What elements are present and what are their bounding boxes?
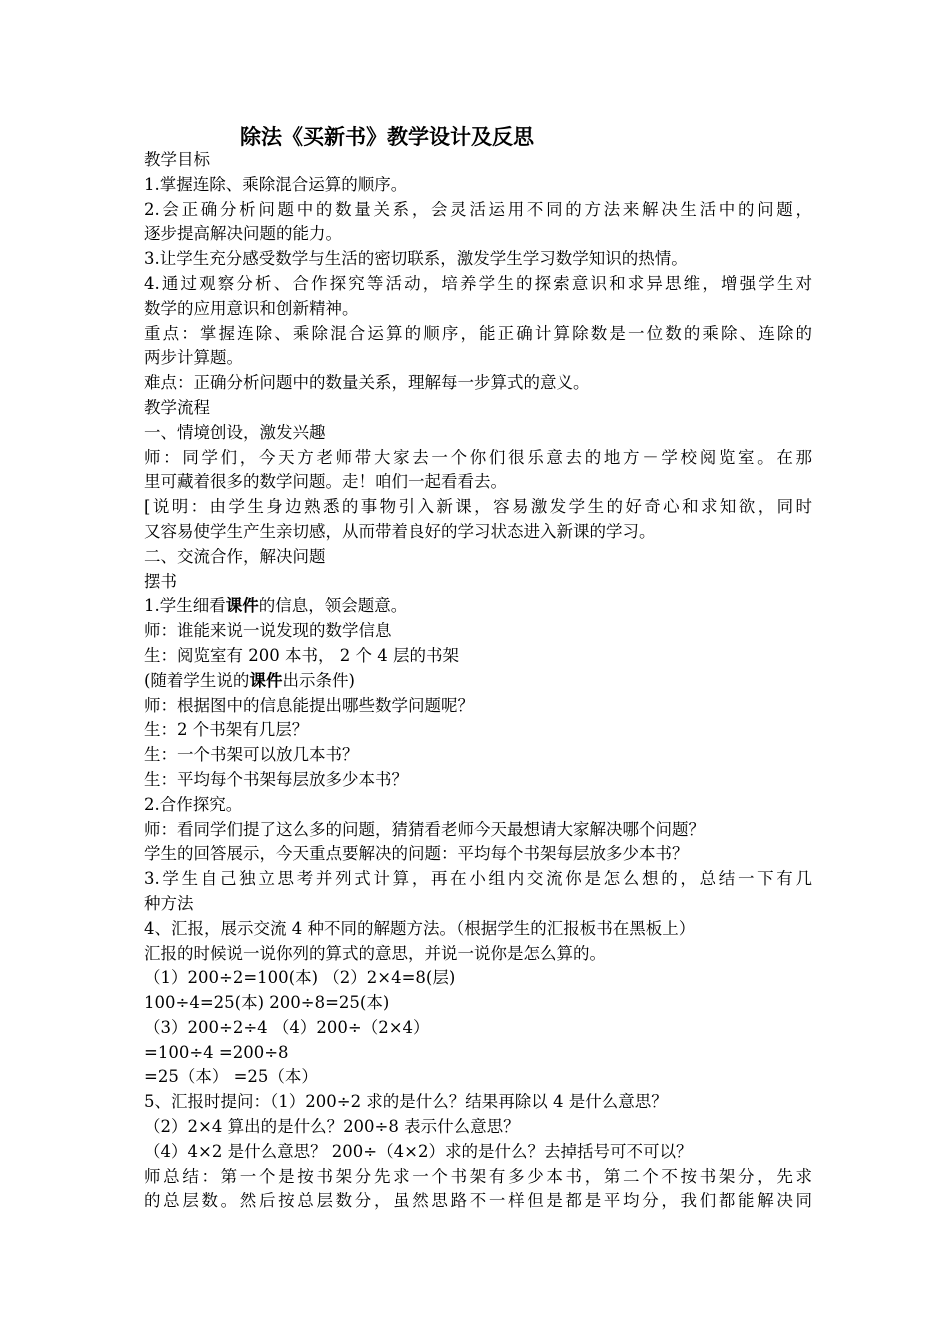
document-title: 除法《买新书》教学设计及反思 [240,125,534,149]
paragraph-line: （3）200÷2÷4 （4）200÷（2×4） [144,1017,430,1037]
paragraph-line: 数学的应用意识和创新精神。 [144,298,359,318]
paragraph-line: 师：同学们，今天方老师带大家去一个你们很乐意去的地方－学校阅览室。在那 [144,447,812,467]
paragraph-line: 教学目标 [144,150,210,169]
paragraph-line: 生：一个书架可以放几本书？ [144,745,359,765]
paragraph-line: （2）2×4 算出的是什么？200÷8 表示什么意思？ [144,1117,520,1137]
paragraph-line: 生：平均每个书架每层放多少本书？ [144,769,408,789]
paragraph-line: 师：看同学们提了这么多的问题，猜猜看老师今天最想请大家解决哪个问题？ [144,819,705,839]
paragraph-line: （4）4×2 是什么意思？ 200÷（4×2）求的是什么？去掉括号可不可以？ [144,1141,693,1161]
paragraph-line: （1）200÷2=100(本) （2）2×4=8(层) [144,968,456,988]
paragraph-line: 2.合作探究。 [144,794,243,814]
paragraph-line: 1.掌握连除、乘除混合运算的顺序。 [144,174,408,194]
paragraph-line: 摆书 [144,571,177,591]
paragraph-line: 教学流程 [144,397,210,417]
paragraph-line: 汇报的时候说一说你列的算式的意思，并说一说你是怎么算的。 [144,943,606,963]
paragraph-line: 里可藏着很多的数学问题。走！咱们一起看看去。 [144,472,507,492]
paragraph-line: 3.学生自己独立思考并列式计算，再在小组内交流你是怎么想的，总结一下有几 [144,869,812,889]
line-text: 的信息，领会题意。 [258,596,408,616]
paragraph-line: 难点：正确分析问题中的数量关系，理解每一步算式的意义。 [144,373,590,393]
paragraph-line: 生：阅览室有 200 本书， 2 个 4 层的书架 [144,645,459,665]
paragraph-line: 师总结：第一个是按书架分先求一个书架有多少本书，第二个不按书架分，先求 [144,1166,812,1186]
paragraph-line: 5、汇报时提问：（1）200÷2 求的是什么？结果再除以 4 是什么意思？ [144,1092,668,1112]
document-body [144,148,812,1214]
paragraph-line [144,669,812,694]
paragraph-line: 重点：掌握连除、乘除混合运算的顺序，能正确计算除数是一位数的乘除、连除的 [144,323,812,343]
paragraph-line: 师：谁能来说一说发现的数学信息 [144,621,392,641]
line-text: 出示条件) [282,670,355,690]
paragraph-line: 2.会正确分析问题中的数量关系，会灵活运用不同的方法来解决生活中的问题， [144,199,812,219]
paragraph-line: 两步计算题。 [144,348,243,368]
paragraph-line: 又容易使学生产生亲切感，从而带着良好的学习状态进入新课的学习。 [144,521,656,541]
paragraph-line: [说明：由学生身边熟悉的事物引入新课，容易激发学生的好奇心和求知欲，同时 [144,497,812,517]
paragraph-line: 4、汇报，展示交流 4 种不同的解题方法。（根据学生的汇报板书在黑板上） [144,918,696,938]
paragraph-line: 4.通过观察分析、合作探究等活动，培养学生的探索意识和求异思维，增强学生对 [144,273,812,293]
paragraph-line: 3.让学生充分感受数学与生活的密切联系，激发学生学习数学知识的热情。 [144,249,688,269]
paragraph-line: =100÷4 =200÷8 [144,1042,289,1062]
line-text: (随着学生说的 [144,670,250,690]
paragraph-line: 二、交流合作，解决问题 [144,546,326,566]
paragraph-line: 种方法 [144,893,194,913]
paragraph-line: 生：2 个书架有几层？ [144,720,309,740]
paragraph-line: 的总层数。然后按总层数分，虽然思路不一样但是都是平均分，我们都能解决同 [144,1191,812,1211]
bold-term: 课件 [249,670,283,690]
paragraph-line: 师：根据图中的信息能提出哪些数学问题呢？ [144,695,474,715]
bold-term: 课件 [225,596,259,616]
paragraph-line: 逐步提高解决问题的能力。 [144,224,342,244]
paragraph-line: 一、情境创设，激发兴趣 [144,422,326,442]
line-text: 1.学生细看 [144,596,226,616]
paragraph-line: 100÷4=25(本) 200÷8=25(本) [144,993,390,1013]
paragraph-line [144,594,812,619]
paragraph-line: =25（本） =25（本） [144,1067,318,1087]
paragraph-line: 学生的回答展示，今天重点要解决的问题：平均每个书架每层放多少本书？ [144,844,689,864]
